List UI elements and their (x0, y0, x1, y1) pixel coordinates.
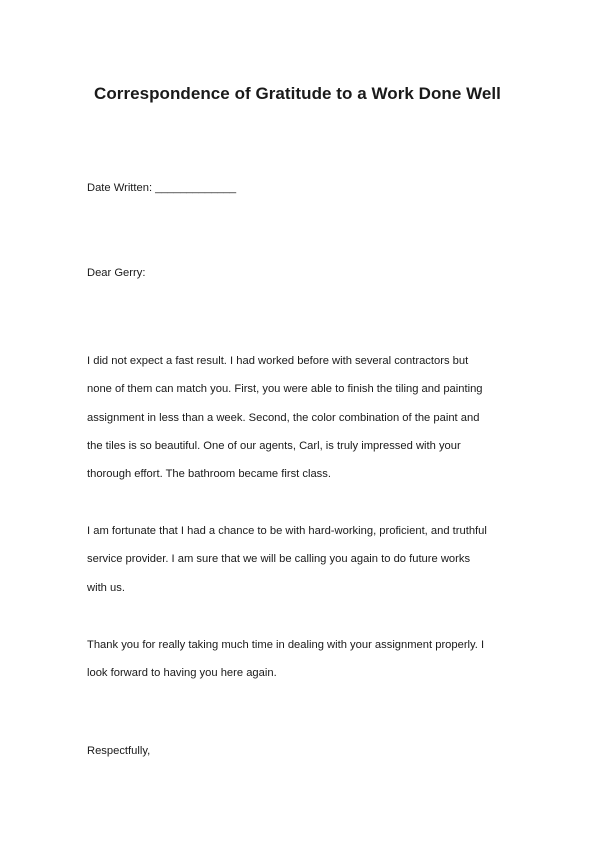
paragraph-line: none of them can match you. First, you were able to finish the tiling and painting (87, 383, 483, 396)
paragraph-line: I did not expect a fast result. I had worked before with several contractors but (87, 355, 469, 367)
body-paragraph-3 (87, 631, 484, 688)
body-paragraph-2 (87, 517, 487, 602)
paragraph-line: service provider. I am sure that we will be calling you again to do future works (87, 553, 471, 566)
paragraph-line: assignment in less than a week. Second, the color combination of the paint and (87, 411, 480, 424)
paragraph-line: look forward to having you here again. (87, 667, 277, 680)
closing-salutation: Respectfully, (87, 745, 151, 757)
date-written-line: Date Written: _____________ (87, 182, 237, 194)
paragraph-line: the tiles is so beautiful. One of our agents, Carl, is truly impressed with your (87, 439, 461, 452)
paragraph-line: thorough effort. The bathroom became first class. (87, 468, 331, 481)
paragraph-line: I am fortunate that I had a chance to be with hard-working, proficient, and truthful (87, 525, 487, 537)
paragraph-line: Thank you for really taking much time in dealing with your assignment properly. I (87, 639, 485, 651)
document-title: Correspondence of Gratitude to a Work Done Well (94, 84, 501, 103)
body-paragraph-1 (87, 347, 483, 488)
salutation: Dear Gerry: (87, 267, 146, 279)
paragraph-line: with us. (87, 581, 125, 594)
